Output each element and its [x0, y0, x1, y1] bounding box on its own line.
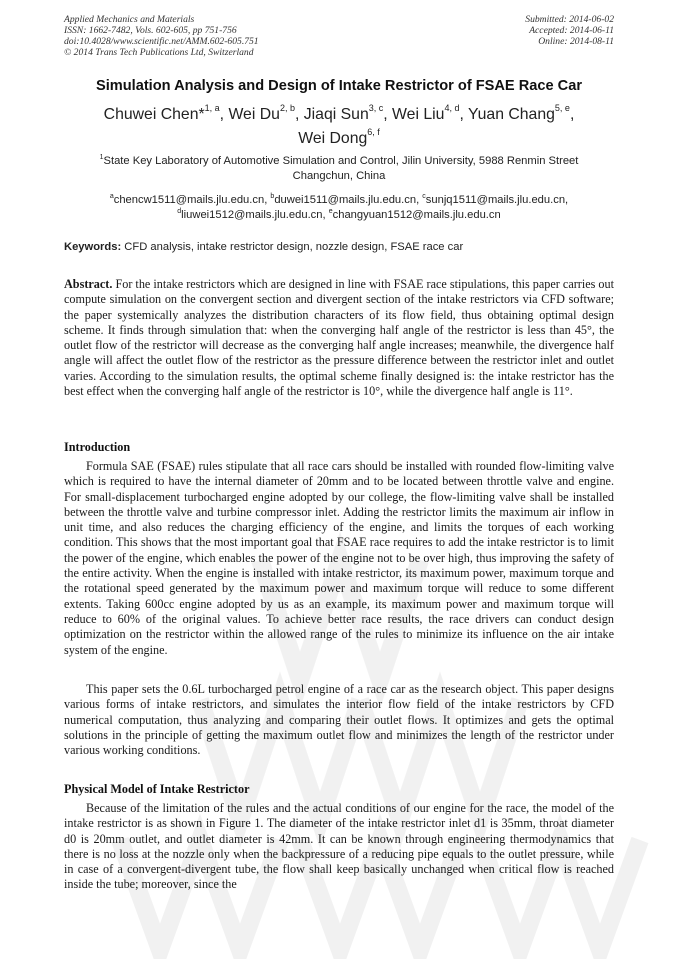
- journal-doi: doi:10.4028/www.scientific.net/AMM.602-605.751: [64, 36, 259, 47]
- journal-name: Applied Mechanics and Materials: [64, 14, 195, 25]
- section-heading-physical-model: Physical Model of Intake Restrictor: [64, 782, 250, 796]
- keywords: [64, 241, 624, 253]
- accepted-date: Accepted: 2014-06-11: [529, 25, 614, 36]
- author: Wei Dong$^{6, f}$: [298, 127, 380, 147]
- author: Wei Liu$^{4, d}$,: [392, 103, 468, 123]
- abstract: [64, 277, 614, 399]
- journal-copyright: © 2014 Trans Tech Publications Ltd, Switzerland: [64, 47, 254, 58]
- paper-title: Simulation Analysis and Design of Intake Restrictor of FSAE Race Car: [95, 78, 583, 94]
- keywords-text: CFD analysis, intake restrictor design, nozzle design, FSAE race car: [121, 241, 464, 253]
- physical-model-paragraph-1: Because of the limitation of the rules and the actual conditions of our engine for the race, the model of the intake restrictor is as shown in Figure 1. The diameter of the intake restrictor inlet d1 is 35mm, throat diameter d0 is 20mm outlet, and outlet diameter is 42mm. It can be known through engineering thermodynamics that there is no loss at the nozzle only when the backpressure of a reducing pipe equals to the outlet pressure, while in case of a convergent-divergent tube, the flow shall keep basically unchanged when critical flow is reached inside the tube; moreover, since the: [64, 801, 614, 892]
- author: Chuwei Chen*$^{1, a}$,: [103, 103, 229, 123]
- submitted-date: Submitted: 2014-06-02: [525, 14, 614, 25]
- introduction-paragraph-1: Formula SAE (FSAE) rules stipulate that all race cars should be installed with rounded flow-limiting valve which is required to have the internal diameter of 20mm and to be located between throttle valve and engine. For small-displacement turbocharged engine adopted by our college, the flow-limiting valve shall be installed between the throttle valve and turbine compressor inlet. Adding the restrictor limits the maximum air inflow in unit time, and also reduces the charging efficiency of the engine, and limits the torques of each working condition. This shows that the most important goal that FSAE race requires to add the intake restrictor is to limit the power of the engine, which enables the power of the engine not to be over high, thus improving the safety of the entire activity. When the engine is installed with intake restrictor, its maximum power, maximum torque and the rotational speed generated by the maximum power and maximum torque will reduce to some different extents. Taking 600cc engine adopted by us as an example, its maximum power and maximum torque will reduce to 60% of the original values. To achieve better race results, the race drivers can conduct design optimization on the restrictor within the allowed range of the rules to minimize its influence on the air intake system of the engine.: [64, 459, 614, 657]
- author: Wei Du$^{2, b}$,: [228, 103, 304, 123]
- email[interactable]: $^e$changyuan1512@mails.jlu.edu.cn: [328, 207, 501, 221]
- abstract-label: Abstract.: [64, 277, 113, 291]
- journal-info: [64, 14, 259, 58]
- submission-dates: [525, 14, 614, 47]
- author-emails: $^a$chencw1511@mails.jlu.edu.cn, $^b$duwei1511@mails.jlu.edu.cn, $^c$sunjq1511@mails.jlu.edu.cn, $^d$liuwei1512@mails.jlu.edu.cn, $^e$changyuan1512@mails.jlu.edu.cn: [109, 193, 569, 221]
- affiliation: $^1$State Key Laboratory of Automotive Simulation and Control, Jilin University, 5988 Renmin Street Changchun, China: [99, 154, 579, 182]
- email[interactable]: $^c$sunjq1511@mails.jlu.edu.cn: [422, 193, 566, 206]
- author-list: [40, 103, 638, 151]
- section-heading-introduction: Introduction: [64, 440, 131, 454]
- introduction-paragraph-2: This paper sets the 0.6L turbocharged petrol engine of a race car as the research object. This paper designs various forms of intake restrictors, and simulates the interior flow field of the intake restrictors by CFD numerical computation, thus analyzing and comparing their outlet flows. It optimizes and gets the optimal solutions in the principle of getting the maximum outlet flow and minimizes the length of the restrictor under various working conditions.: [64, 682, 614, 758]
- journal-issn: ISSN: 1662-7482, Vols. 602-605, pp 751-756: [64, 25, 237, 36]
- keywords-label: Keywords:: [64, 241, 122, 253]
- author: Yuan Chang$^{5, e}$,: [467, 103, 575, 123]
- email[interactable]: $^b$duwei1511@mails.jlu.edu.cn: [270, 193, 417, 206]
- abstract-text: For the intake restrictors which are designed in line with FSAE race stipulations, this paper carries out compute simulation on the convergent section and divergent section of the intake restrictors via CFD software; the paper systemically analyzes the distribution characters of its flow field, thus obtaining optimal design scheme. It finds through simulation that: when the converging half angle of the restrictor is less than 45°, the outlet flow of the restrictor will decrease as the converging half angle increases; meanwhile, the divergence half angle will affect the outlet flow of the restrictor as the pressure difference between the restrictor inlet and outlet varies. According to the simulation results, the optimal scheme finally designed is: the intake restrictor has the best effect when the converging half angle of the restrictor is 10°, while the divergence half angle is 11°.: [64, 277, 614, 399]
- author: Jiaqi Sun$^{3, c}$,: [303, 103, 393, 123]
- online-date: Online: 2014-08-11: [538, 36, 614, 47]
- email[interactable]: $^a$chencw1511@mails.jlu.edu.cn: [109, 193, 265, 206]
- email[interactable]: $^d$liuwei1512@mails.jlu.edu.cn: [177, 207, 323, 221]
